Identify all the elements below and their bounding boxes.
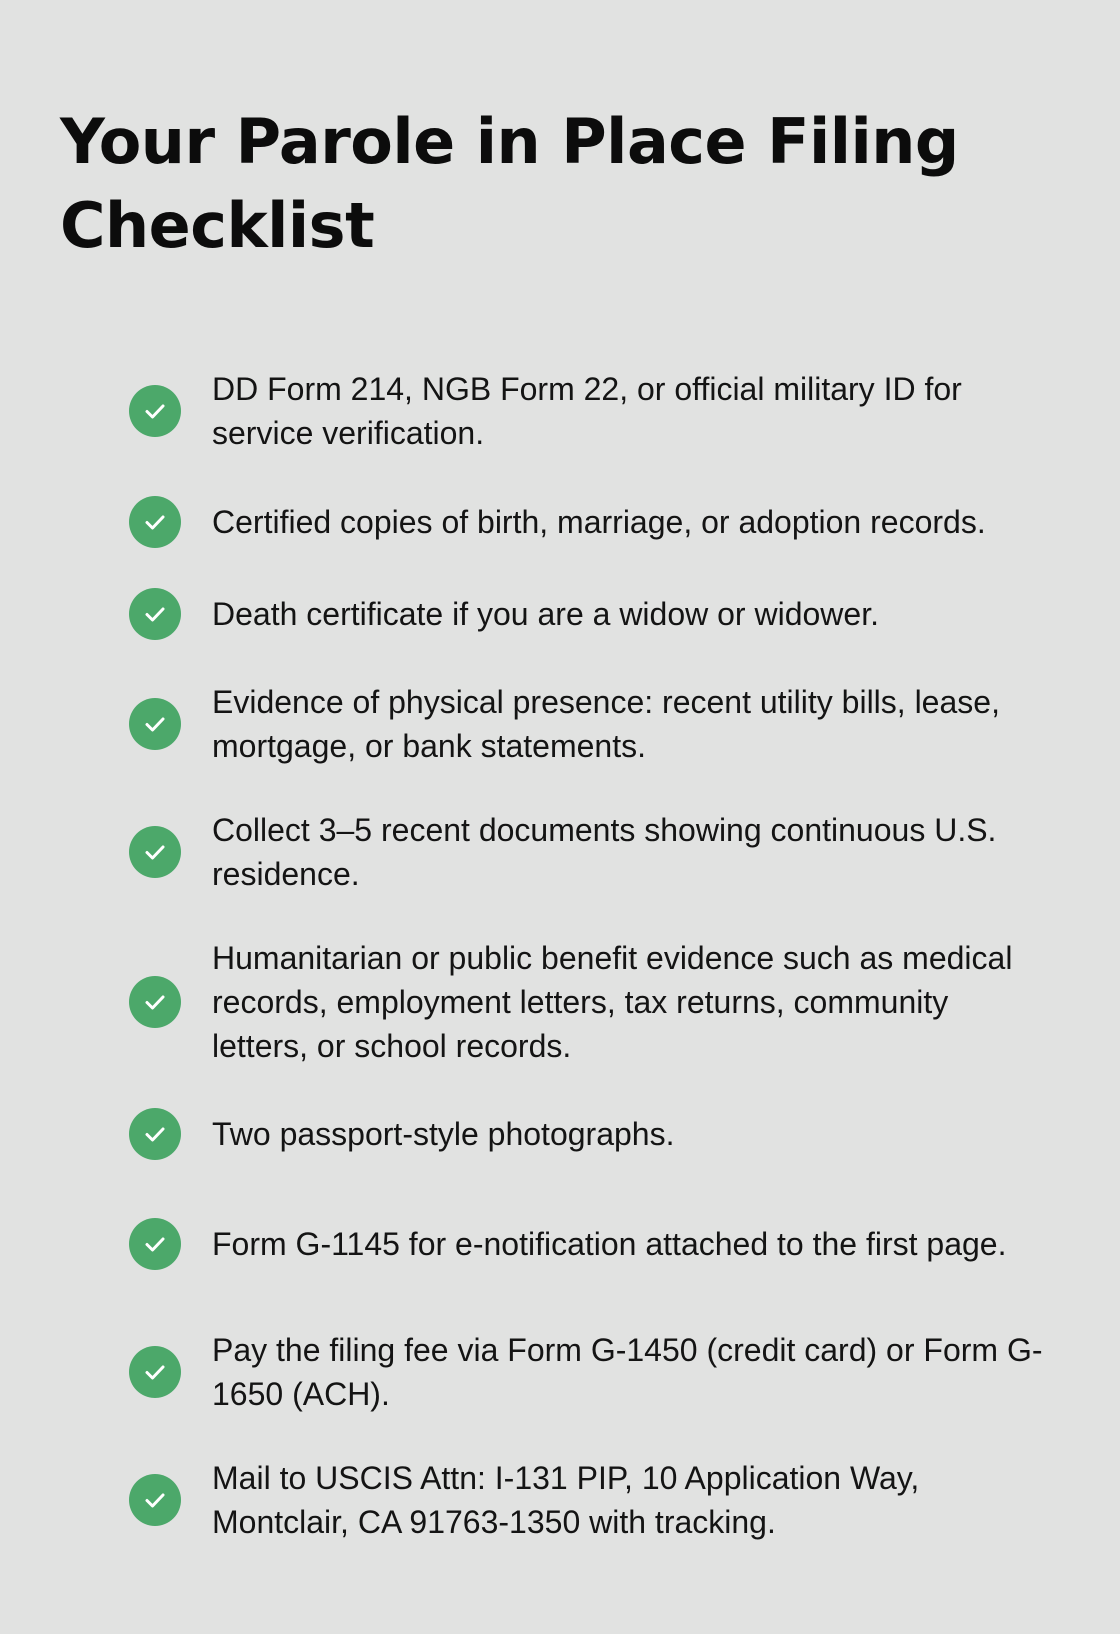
list-item-text: Collect 3–5 recent documents showing continuous U.S. residence. bbox=[212, 812, 997, 892]
list-item-text: Form G-1145 for e-notification attached to the first page. bbox=[212, 1226, 1007, 1262]
check-circle-icon bbox=[129, 698, 181, 750]
check-circle-icon bbox=[129, 1474, 181, 1526]
check-circle-icon bbox=[129, 496, 181, 548]
check-circle-icon bbox=[129, 1346, 181, 1398]
list-item-text: Certified copies of birth, marriage, or adoption records. bbox=[212, 504, 986, 540]
check-circle-icon bbox=[129, 826, 181, 878]
list-item-text: Pay the filing fee via Form G-1450 (credit card) or Form G-1650 (ACH). bbox=[212, 1332, 1043, 1412]
check-circle-icon bbox=[129, 1218, 181, 1270]
list-item-text: Evidence of physical presence: recent utility bills, lease, mortgage, or bank statements. bbox=[212, 684, 1000, 764]
check-circle-icon bbox=[129, 976, 181, 1028]
check-circle-icon bbox=[129, 1108, 181, 1160]
page-title: Your Parole in Place Filing Checklist bbox=[60, 105, 959, 262]
list-item-text: DD Form 214, NGB Form 22, or official military ID for service verification. bbox=[212, 371, 962, 451]
check-circle-icon bbox=[129, 588, 181, 640]
list-item-text: Two passport-style photographs. bbox=[212, 1116, 675, 1152]
list-item-text: Mail to USCIS Attn: I-131 PIP, 10 Application Way, Montclair, CA 91763-1350 with tracking. bbox=[212, 1460, 920, 1540]
list-item-text: Humanitarian or public benefit evidence such as medical records, employment letters, tax returns, community letters, or school records. bbox=[212, 940, 1013, 1064]
check-circle-icon bbox=[129, 385, 181, 437]
list-item-text: Death certificate if you are a widow or widower. bbox=[212, 596, 879, 632]
